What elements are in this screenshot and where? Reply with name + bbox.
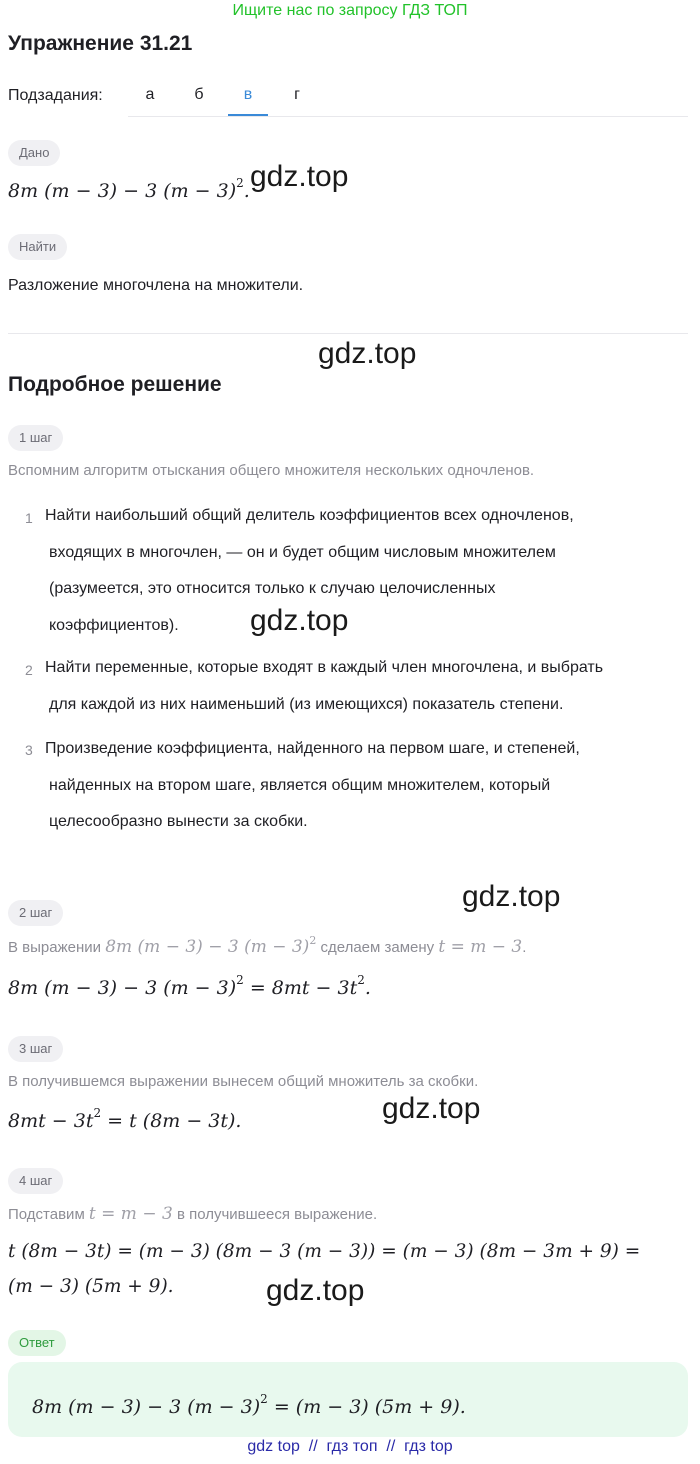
watermark: gdz.top [462, 880, 561, 913]
step3-equation: $8mt - 3t^2 = t$ (8m − 3t). [8, 1106, 242, 1132]
search-banner: Ищите нас по запросу ГДЗ ТОП [232, 2, 468, 19]
tab-a[interactable]: а [145, 86, 155, 103]
given-expression: 8m (m − 3) − 3 $(m - 3)^2$. [8, 176, 250, 202]
watermark: gdz.top [266, 1274, 365, 1307]
step4-chip: 4 шаг [8, 1168, 63, 1194]
watermark: gdz.top [250, 604, 349, 637]
step4-text: Подставим t = m − 3 в получившееся выражение. [8, 1204, 378, 1224]
watermark: gdz.top [382, 1092, 481, 1125]
list-item: Найти наибольший общий делитель коэффициентов всех одночленов, входящих в многочлен, — он и будет общим числовым множителем (разумеется, это относится только к случаю целочисленных коэффициентов). [45, 507, 574, 634]
page-title: Упражнение 31.21 [8, 32, 193, 55]
list-item: Произведение коэффициента, найденного на первом шаге, и степеней, найденных на втором шаге, является общим множителем, который целесообразно вынести за скобки. [45, 740, 580, 830]
step1-chip: 1 шаг [8, 425, 63, 451]
active-tab-indicator [228, 114, 268, 116]
step2-equation: 8m (m − 3) − 3 $(m - 3)^2 = 8mt - 3t^2$. [8, 973, 371, 999]
tab-b[interactable]: б [194, 86, 204, 103]
find-chip: Найти [8, 234, 67, 260]
solution-heading: Подробное решение [8, 373, 222, 396]
watermark: gdz.top [318, 337, 417, 370]
step4-equation-line1: t (8m − 3t) = (m − 3) (8m − 3 (m − 3)) = (m − 3) (8m − 3m + 9) = [8, 1241, 641, 1262]
step1-intro: Вспомним алгоритм отыскания общего множителя нескольких одночленов. [8, 462, 535, 479]
answer-chip: Ответ [8, 1330, 66, 1356]
subtask-tabs [128, 76, 688, 117]
find-text: Разложение многочлена на множители. [8, 277, 304, 294]
tab-g[interactable]: г [294, 86, 300, 103]
list-number: 2 [25, 662, 33, 678]
section-divider [8, 333, 688, 334]
list-item: Найти переменные, которые входят в каждый член многочлена, и выбрать для каждой из них наименьший (из имеющихся) показатель степени. [45, 659, 604, 713]
list-number: 3 [25, 742, 33, 758]
watermark: gdz.top [250, 160, 349, 193]
step4-equation-line2: (m − 3) (5m + 9). [8, 1276, 174, 1297]
list-number: 1 [25, 510, 33, 526]
given-chip: Дано [8, 140, 60, 166]
answer-equation: 8m (m − 3) − 3 $(m - 3)^2 = (m - 3)$ (5m + 9). [32, 1392, 466, 1418]
step2-chip: 2 шаг [8, 900, 63, 926]
footer-links: gdz top // гдз топ // гдз top [247, 1438, 453, 1455]
subtasks-label: Подзадания: [8, 87, 103, 104]
step2-text: В выражении 8m (m − 3) − 3 $(m - 3)^2$ сделаем замену t = m − 3. [8, 934, 527, 957]
tab-v[interactable]: в [243, 86, 253, 103]
step3-chip: 3 шаг [8, 1036, 63, 1062]
step3-text: В получившемся выражении вынесем общий множитель за скобки. [8, 1073, 479, 1090]
